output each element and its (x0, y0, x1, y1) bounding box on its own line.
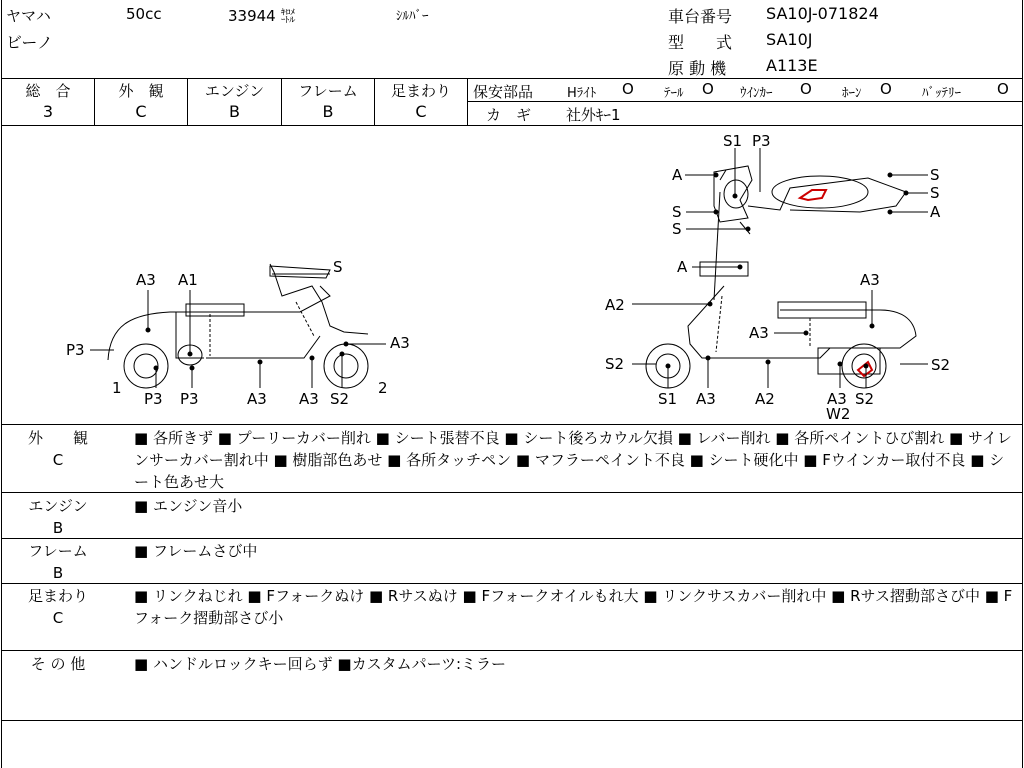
remarks-engine-label: エンジン (28, 497, 88, 515)
diag-top-s-left2: S (672, 220, 682, 238)
displacement: 50cc (126, 5, 162, 23)
diag-left-a1: A1 (178, 271, 198, 289)
remarks-frame-text: ■ フレームさび中 (134, 542, 258, 560)
diag-left-s-top: S (333, 258, 343, 276)
grade-suspension-label: 足まわり (390, 82, 451, 100)
safety-horn-mark: O (880, 80, 892, 98)
remarks-suspension-grade: C (52, 609, 64, 627)
key-label: カ ギ (486, 106, 532, 124)
diag-right-s2-b: S2 (855, 390, 875, 408)
safety-winker: ｳｲﾝｶｰ (740, 86, 773, 101)
grade-total-value: 3 (42, 102, 54, 121)
remarks-exterior-text: ■ 各所きず ■ プーリーカバー削れ ■ シート張替不良 ■ シート後ろカウル欠損 ■ レバー削れ ■ 各所ペイントひび割れ ■ サイレンサーカバー割れ中 ■ 樹脂部色あせ ■ 各所タッチペン ■ マフラーペイント不良 ■ シート硬化中 ■ Fウインカー取付不良 ■ シート色あせ大 (134, 429, 1012, 491)
diag-right-a3-b2: A3 (827, 390, 847, 408)
safety-headlight: Hﾗｲﾄ (567, 86, 597, 101)
remarks-engine-text: ■ エンジン音小 (134, 497, 243, 515)
diag-left-n2: 2 (378, 379, 388, 397)
diag-left-n1: 1 (112, 379, 122, 397)
diag-right-s1: S1 (658, 390, 678, 408)
diag-left-p3-left: P3 (66, 341, 85, 359)
top-view-leaders (685, 148, 928, 231)
line-frame-bottom (1, 583, 1023, 584)
diag-right-s2-left: S2 (605, 355, 625, 373)
safety-tail: ﾃｰﾙ (664, 86, 684, 101)
mileage: 33944 ㌖ (228, 7, 296, 25)
remarks-suspension-text: ■ リンクねじれ ■ Fフォークぬけ ■ Rサスぬけ ■ Fフォークオイルもれ大 ■ リンクサスカバー削れ中 ■ Rサス摺動部さび中 ■ Fフォーク摺動部さび小 (134, 587, 1013, 627)
diag-right-s2-right: S2 (931, 356, 951, 374)
diag-left-p3-b1: P3 (144, 390, 163, 408)
model-name: ビーノ (6, 33, 54, 52)
grade-exterior-label: 外 観 (118, 82, 164, 100)
diag-right-a3-mid: A3 (749, 324, 769, 342)
engine-label: 原 動 機 (668, 59, 727, 78)
grade-exterior-value: C (135, 102, 147, 121)
grade-frame-label: フレーム (298, 82, 358, 100)
remarks-frame-grade: B (52, 564, 64, 582)
remarks-other-text: ■ ハンドルロックキー回らず ■カスタムパーツ:ミラー (134, 655, 507, 673)
diag-left-a3-right: A3 (390, 334, 410, 352)
safety-winker-mark: O (800, 80, 812, 98)
diag-top-s1: S1 (723, 132, 743, 150)
remarks-frame-label: フレーム (28, 542, 88, 560)
type-value: SA10J (766, 30, 813, 49)
safety-label: 保安部品 (473, 83, 534, 101)
diag-top-s-left1: S (672, 203, 682, 221)
line-susp-bottom (1, 650, 1023, 651)
remarks-exterior-grade: C (52, 451, 64, 469)
diag-right-a3-top: A3 (860, 271, 880, 289)
diag-top-s-r1: S (930, 166, 940, 184)
diag-left-a3-a: A3 (136, 271, 156, 289)
line-diagram-bottom (1, 424, 1023, 425)
safety-tail-mark: O (702, 80, 714, 98)
diag-left-a3-b2: A3 (299, 390, 319, 408)
safety-horn: ﾎｰﾝ (842, 86, 862, 101)
diag-left-s2: S2 (330, 390, 350, 408)
remarks-exterior-label: 外 観 (27, 429, 88, 447)
safety-battery-mark: O (997, 80, 1009, 98)
diag-top-a-left: A (672, 166, 683, 184)
line-header-bottom (1, 78, 1023, 79)
diag-right-a-top: A (677, 258, 688, 276)
grade-total-label: 総 合 (25, 82, 71, 100)
key-value: 社外ｷｰ1 (566, 106, 621, 124)
line-grade-mid (468, 101, 1022, 102)
diag-right-a3-b1: A3 (696, 390, 716, 408)
engine-value: A113E (766, 56, 818, 75)
diag-right-a2: A2 (605, 296, 625, 314)
grade-suspension-value: C (415, 102, 427, 121)
diag-right-a2-b: A2 (755, 390, 775, 408)
color: ｼﾙﾊﾞｰ (396, 9, 429, 24)
remarks-engine-grade: B (52, 519, 64, 537)
frame-no-label: 車台番号 (668, 7, 733, 26)
diag-left-a3-b1: A3 (247, 390, 267, 408)
diag-left-p3-b2: P3 (180, 390, 199, 408)
grade-frame-value: B (322, 102, 334, 121)
frame-no: SA10J-071824 (766, 4, 879, 23)
diag-top-a-right: A (930, 203, 941, 221)
diag-top-p3: P3 (752, 132, 771, 150)
diag-top-s-r2: S (930, 184, 940, 202)
line-other-bottom (1, 720, 1023, 721)
grade-engine-label: エンジン (204, 82, 265, 100)
safety-headlight-mark: O (622, 80, 634, 98)
right-view-leaders (632, 265, 928, 388)
safety-battery: ﾊﾞｯﾃﾘｰ (922, 86, 961, 101)
remarks-other-label: そ の 他 (30, 655, 86, 673)
line-eng-bottom (1, 538, 1023, 539)
grade-engine-value: B (229, 102, 240, 121)
diag-right-w2: W2 (826, 405, 851, 423)
grade-div-5 (467, 78, 468, 125)
type-label: 型 式 (668, 33, 733, 52)
maker: ヤマハ (6, 7, 51, 25)
remarks-suspension-label: 足まわり (27, 587, 88, 605)
top-view-damage-mark (800, 190, 826, 200)
